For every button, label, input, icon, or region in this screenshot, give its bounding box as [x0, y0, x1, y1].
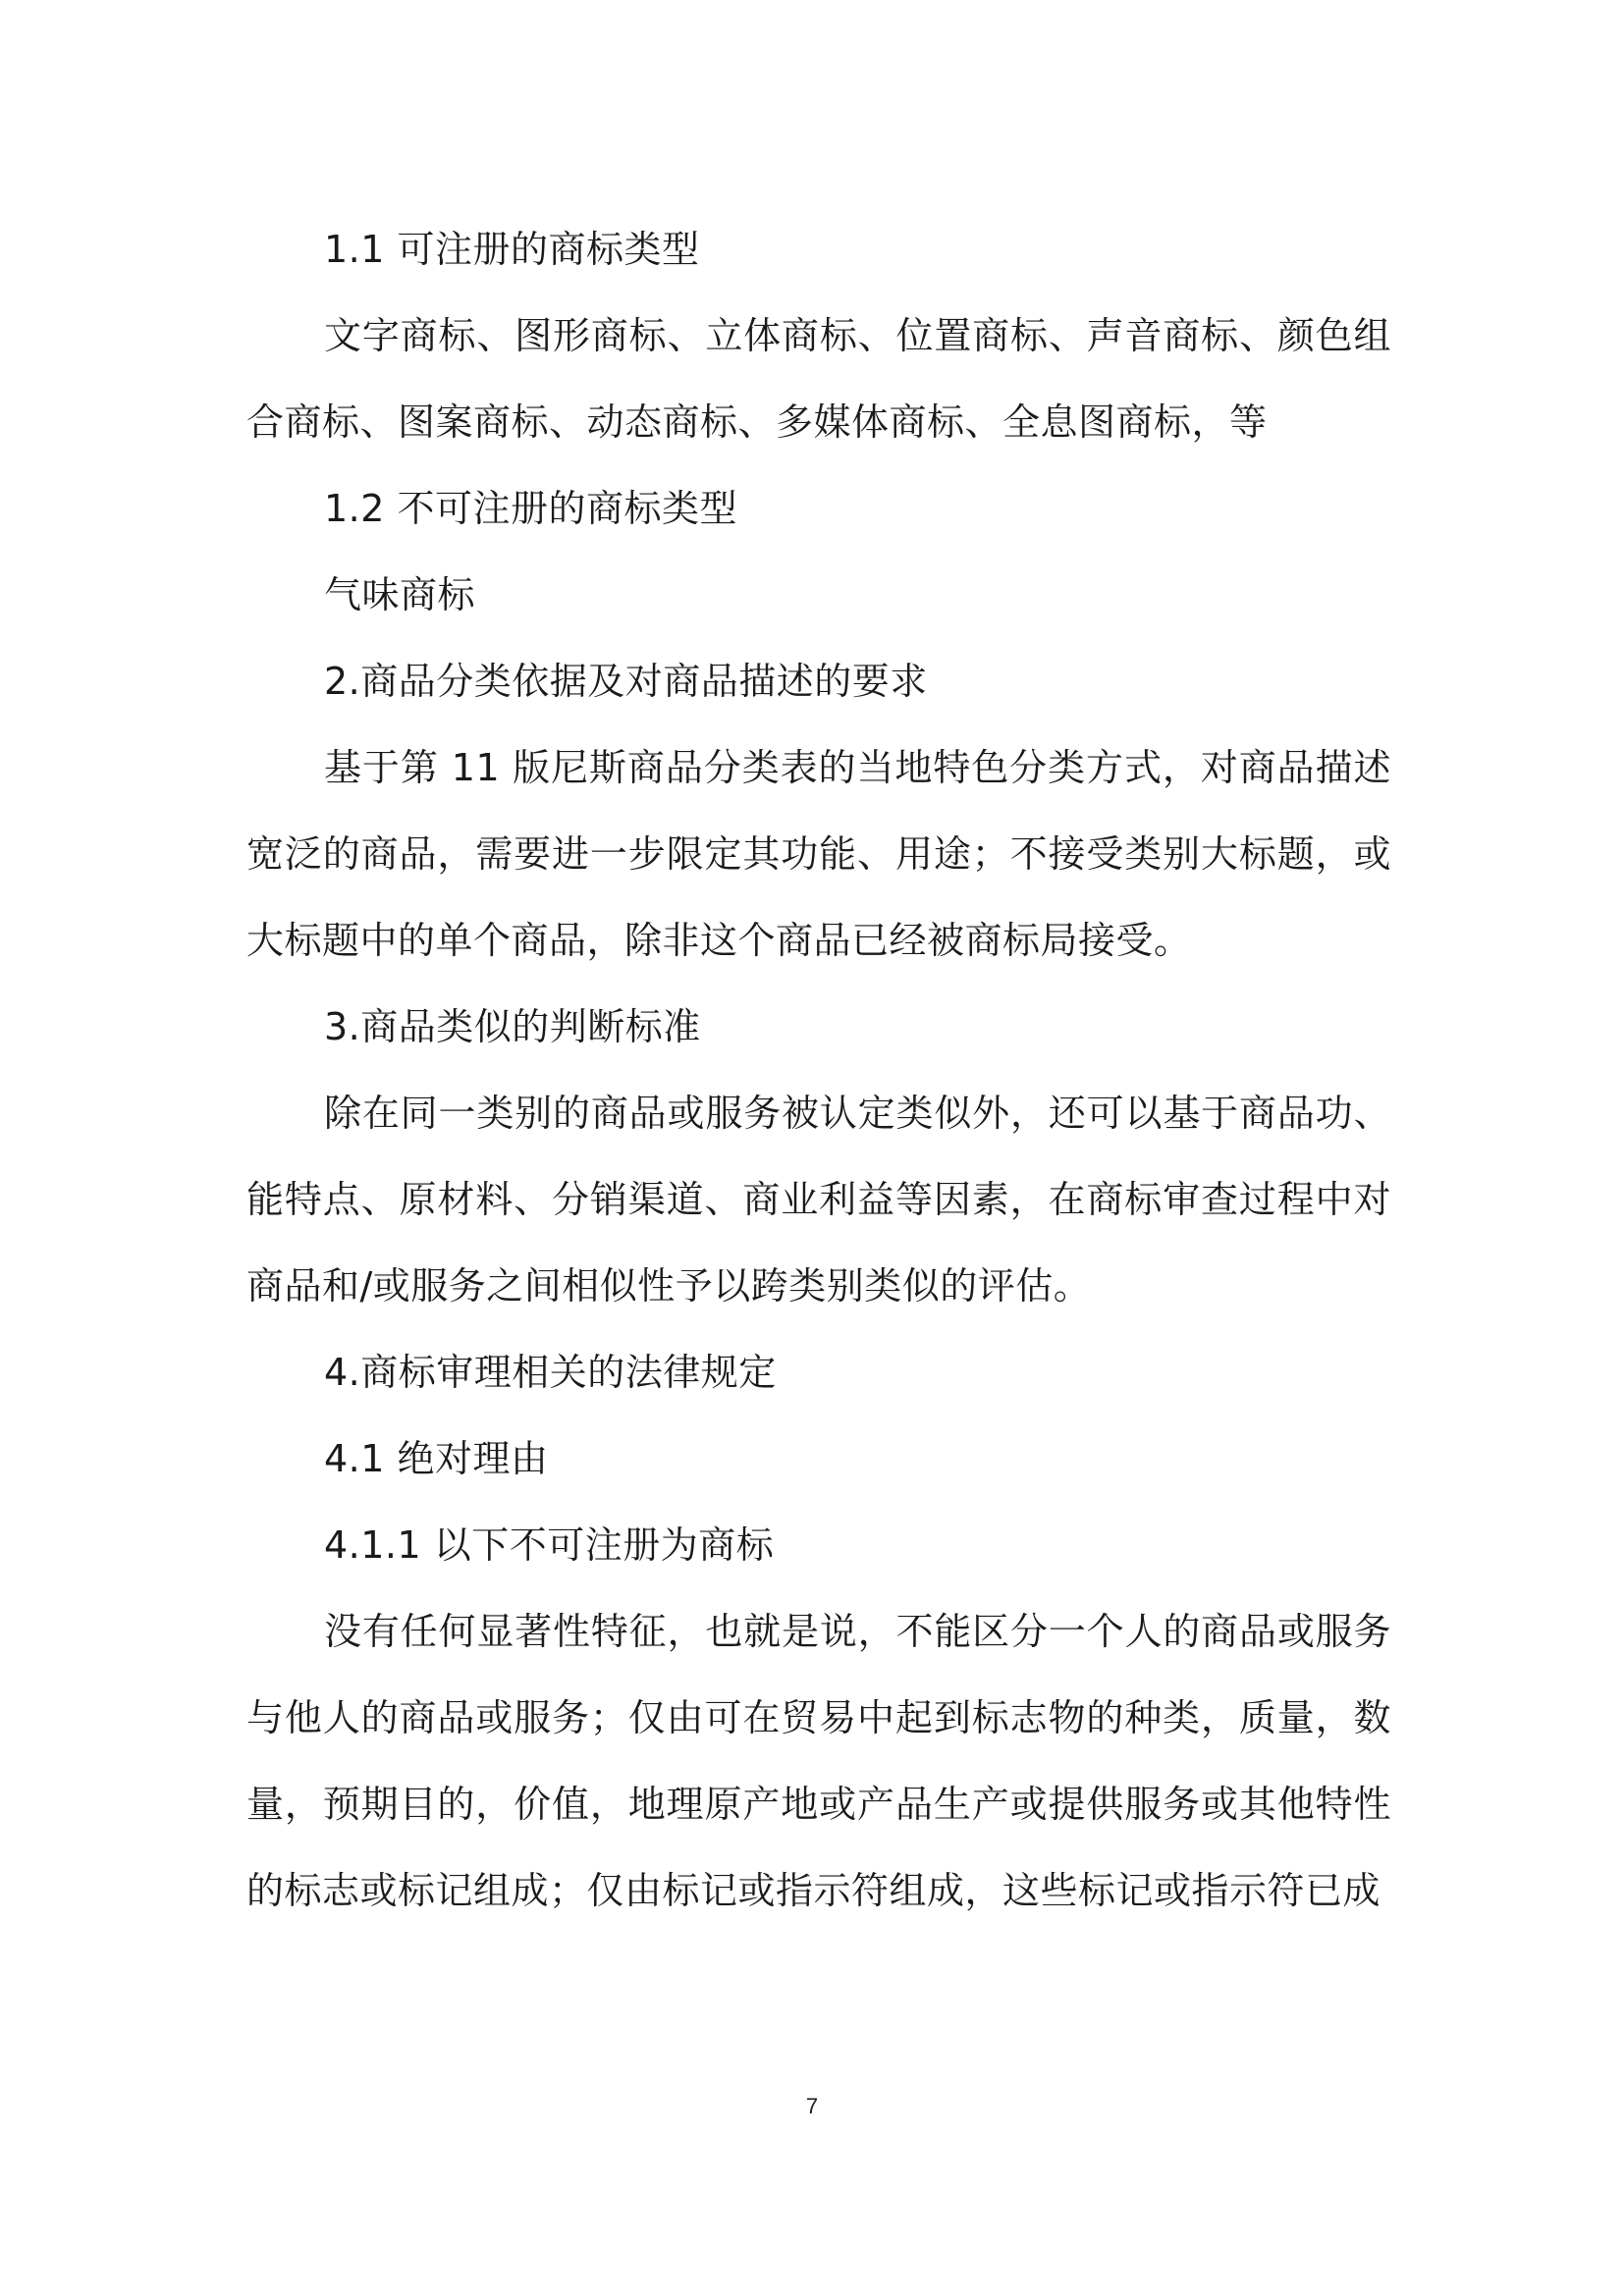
heading-registrable-types: 1.1 可注册的商标类型 — [324, 228, 700, 271]
heading-similarity-criteria: 3.商品类似的判断标准 — [324, 1005, 701, 1048]
paragraph-classification: 基于第 11 版尼斯商品分类表的当地特色分类方式，对商品描述宽泛的商品，需要进一步限定其功能、用途；不接受类别大标题，或大标题中的单个商品，除非这个商品已经被商标局接受。 — [246, 746, 1391, 962]
heading-classification: 2.商品分类依据及对商品描述的要求 — [324, 660, 928, 703]
paragraph-not-registrable: 没有任何显著性特征，也就是说，不能区分一个人的商品或服务与他人的商品或服务；仅由可在贸易中起到标志物的种类，质量，数量，预期目的，价值，地理原产地或产品生产或提供服务或其他特性的标志或标记组成；仅由标记或指示符组成，这些标记或指示符已成 — [246, 1610, 1391, 1912]
heading-absolute-grounds: 4.1 绝对理由 — [324, 1437, 549, 1480]
page-number: 7 — [805, 2094, 819, 2118]
heading-legal-provisions: 4.商标审理相关的法律规定 — [324, 1351, 777, 1394]
page-content — [246, 206, 1391, 1934]
paragraph-non-registrable-list: 气味商标 — [324, 573, 476, 616]
paragraph-registrable-list: 文字商标、图形商标、立体商标、位置商标、声音商标、颜色组合商标、图案商标、动态商标、多媒体商标、全息图商标，等 — [246, 314, 1391, 444]
heading-not-registrable: 4.1.1 以下不可注册为商标 — [324, 1523, 775, 1567]
paragraph-similarity-criteria: 除在同一类别的商品或服务被认定类似外，还可以基于商品功、能特点、原材料、分销渠道、商业利益等因素，在商标审查过程中对商品和/或服务之间相似性予以跨类别类似的评估。 — [246, 1092, 1391, 1308]
heading-non-registrable-types: 1.2 不可注册的商标类型 — [324, 487, 738, 530]
